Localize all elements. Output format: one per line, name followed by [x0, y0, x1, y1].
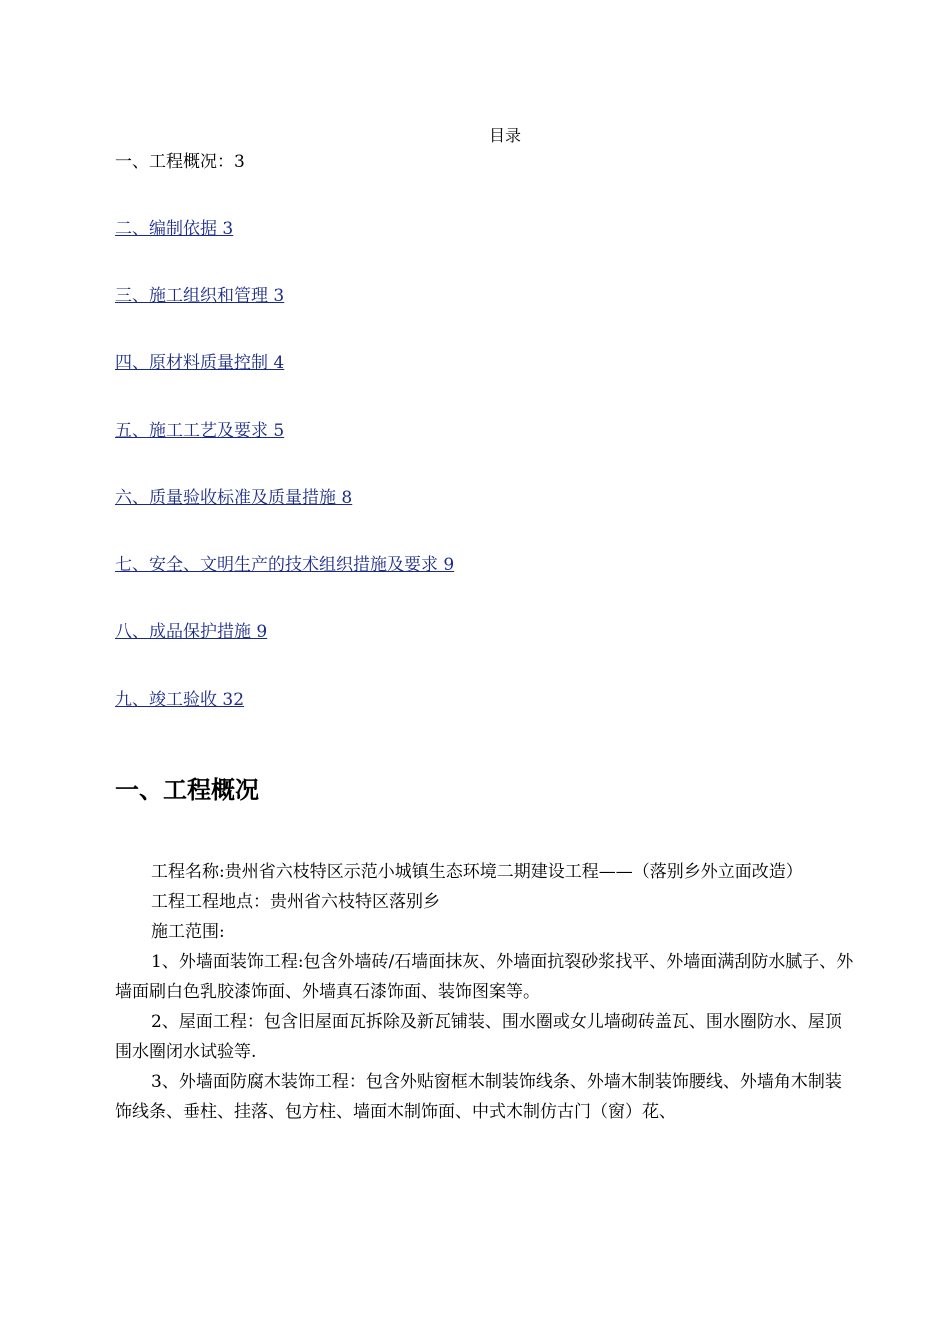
- toc-item-4[interactable]: 四、原材料质量控制 4: [115, 353, 285, 373]
- toc-item-3[interactable]: 三、施工组织和管理 3: [115, 286, 285, 306]
- toc-item-7[interactable]: 七、安全、文明生产的技术组织措施及要求 9: [115, 555, 455, 575]
- toc-item-1[interactable]: 一、工程概况：3: [115, 152, 245, 172]
- toc-item-5[interactable]: 五、施工工艺及要求 5: [115, 421, 285, 441]
- paragraph-scope-2: 2、屋面工程：包含旧屋面瓦拆除及新瓦铺装、围水圈或女儿墙砌砖盖瓦、围水圈防水、屋顶围水圈闭水试验等.: [115, 1012, 842, 1062]
- section-body: [115, 857, 855, 1127]
- toc-item-2[interactable]: 二、编制依据 3: [115, 219, 234, 239]
- paragraph-project-location: 工程工程地点：贵州省六枝特区落别乡: [151, 892, 440, 912]
- paragraph-project-name: 工程名称:贵州省六枝特区示范小城镇生态环境二期建设工程——（落别乡外立面改造）: [151, 862, 803, 882]
- toc-item-8[interactable]: 八、成品保护措施 9: [115, 622, 268, 642]
- paragraph-scope-label: 施工范围:: [151, 922, 225, 942]
- toc-item-6[interactable]: 六、质量验收标准及质量措施 8: [115, 488, 353, 508]
- paragraph-scope-3: 3、外墙面防腐木装饰工程：包含外贴窗框木制装饰线条、外墙木制装饰腰线、外墙角木制装饰线条、垂柱、挂落、包方柱、墙面木制饰面、中式木制仿古门（窗）花、: [115, 1072, 842, 1122]
- section-heading: 一、工程概况: [115, 776, 259, 804]
- toc-title: 目录: [488, 126, 521, 145]
- toc-item-9[interactable]: 九、竣工验收 32: [115, 690, 245, 710]
- paragraph-scope-1: 1、外墙面装饰工程:包含外墙砖/石墙面抹灰、外墙面抗裂砂浆找平、外墙面满刮防水腻子、外墙面刷白色乳胶漆饰面、外墙真石漆饰面、装饰图案等。: [115, 952, 854, 1002]
